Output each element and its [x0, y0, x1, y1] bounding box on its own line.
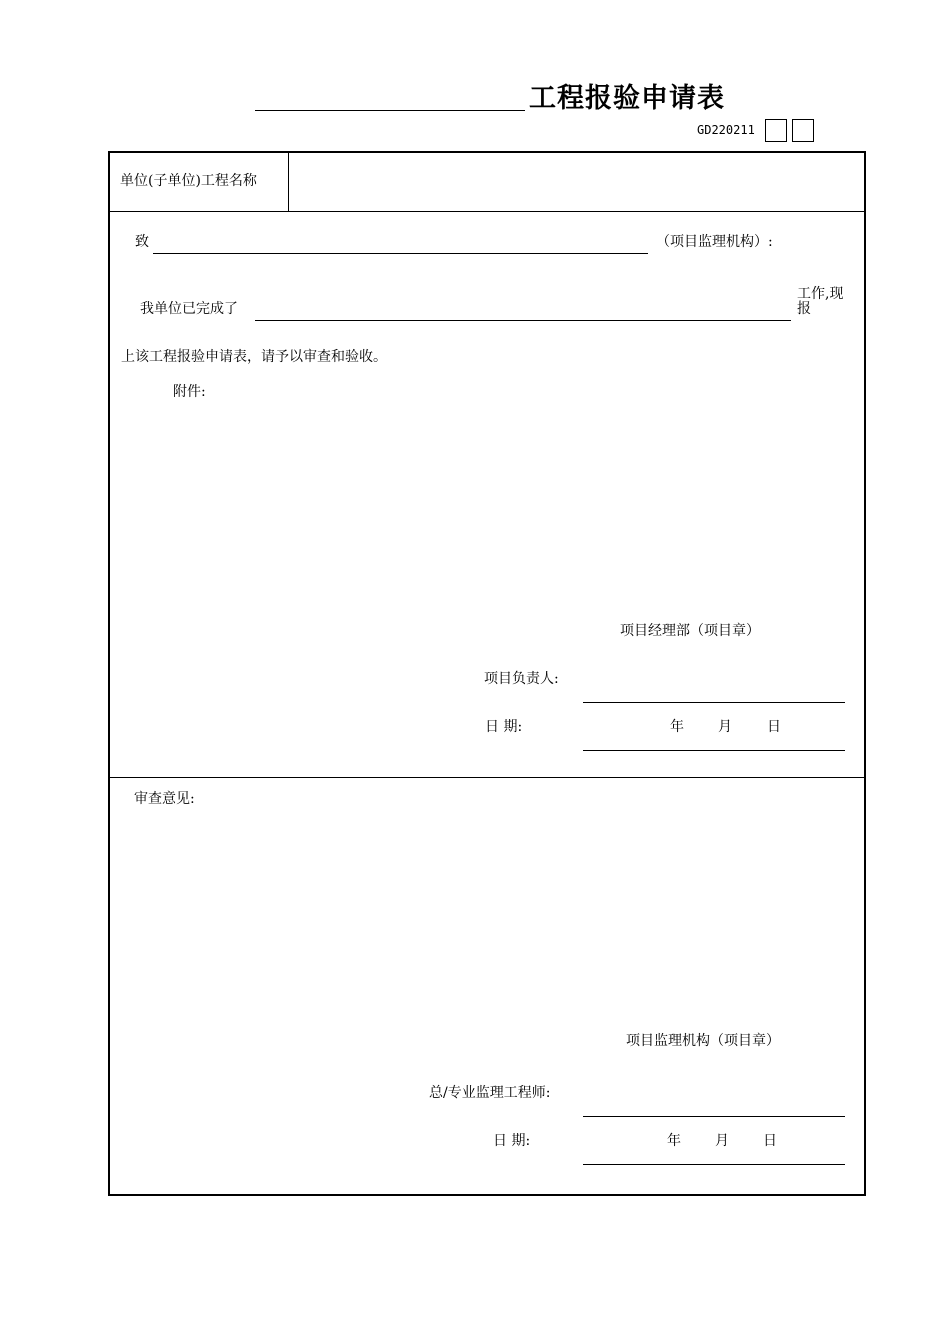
supervision-engineer-label: 总/专业监理工程师:	[429, 1085, 551, 1101]
review-date-year: 年	[667, 1133, 681, 1149]
form-code-box-1[interactable]	[765, 119, 787, 142]
name-cell-divider	[288, 152, 289, 211]
application-date-month: 月	[718, 719, 732, 735]
supervision-engineer-field[interactable]	[583, 1116, 845, 1117]
application-date-day: 日	[767, 719, 781, 735]
application-date-field[interactable]	[583, 750, 845, 751]
completed-suffix-line1: 工作,现	[797, 286, 844, 302]
review-date-field[interactable]	[583, 1164, 845, 1165]
row-divider-2	[109, 777, 865, 778]
project-dept-stamp-label: 项目经理部（项目章）	[620, 623, 760, 639]
project-leader-field[interactable]	[583, 702, 845, 703]
row-divider-1	[109, 211, 865, 212]
request-text: 上该工程报验申请表，请予以审查和验收。	[121, 349, 387, 365]
completed-label: 我单位已完成了	[140, 301, 238, 317]
to-label: 致	[135, 234, 149, 250]
completed-suffix-line2: 报	[797, 301, 811, 317]
to-suffix: （项目监理机构）:	[656, 234, 773, 250]
form-code-box-2[interactable]	[792, 119, 814, 142]
application-date-label: 日 期:	[485, 719, 523, 735]
review-date-month: 月	[715, 1133, 729, 1149]
review-date-day: 日	[763, 1133, 777, 1149]
application-date-year: 年	[670, 719, 684, 735]
review-opinion-label: 审查意见:	[134, 791, 195, 807]
title-prefix-blank-line[interactable]	[255, 110, 525, 111]
completed-work-field[interactable]	[255, 320, 791, 321]
to-field[interactable]	[153, 253, 648, 254]
supervision-stamp-label: 项目监理机构（项目章）	[626, 1033, 780, 1049]
form-code: GD220211	[697, 123, 755, 137]
project-name-label: 单位(子单位)工程名称	[120, 173, 257, 189]
review-date-label: 日 期:	[493, 1133, 531, 1149]
page-title: 工程报验申请表	[529, 83, 725, 114]
attachment-label: 附件:	[173, 384, 206, 400]
review-opinion-field[interactable]	[134, 815, 834, 1015]
project-leader-label: 项目负责人:	[484, 671, 559, 687]
